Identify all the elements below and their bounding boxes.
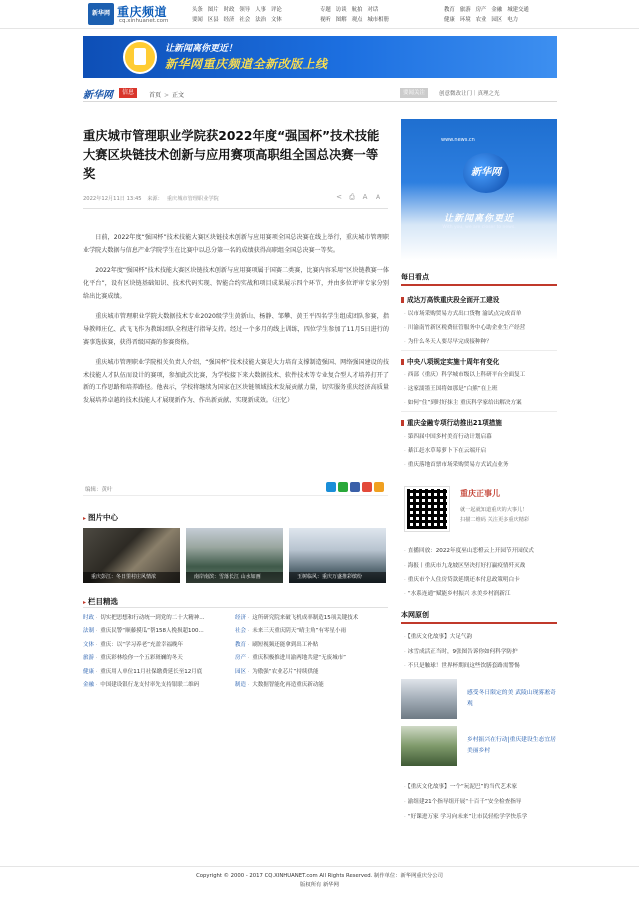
site-footer [0,866,639,905]
highlight-item[interactable]: · 为什么冬天人要尽早完成接种种？ [404,337,558,345]
news-link[interactable]: · 【重庆文化故事】大足气韵 [404,632,558,640]
nav-link[interactable]: 经济 [223,17,235,23]
news-link[interactable]: · 不只是触球！世界杯期间这些饮膳套路需警惕 [404,661,558,669]
xinhua-sidebar-ad[interactable] [401,119,557,260]
highlight-headline[interactable]: 成达万高铁重庆段全面开工建设 [401,294,499,304]
font-larger-icon[interactable]: A [362,193,368,201]
highlight-item[interactable]: · 西部（重庆）科学城市级以上科研平台全面复工 [404,370,558,378]
share-qq-icon[interactable] [350,482,360,492]
nav-row [192,15,287,25]
qr-caption: 扫描二维码 关注更多重庆精彩 [460,517,530,523]
news-link[interactable]: · “好课进万家 学习向未来”让市民轻松学学快乐学 [404,812,558,820]
xinhua-wordmark[interactable]: 新华网 [83,90,113,101]
card-thumbnail[interactable] [401,679,457,719]
font-smaller-icon[interactable]: A [375,194,381,201]
divider [83,607,388,608]
column-pick-item[interactable]: 时政 · 切实把思想和行动统一到党的二十大精神... [83,612,231,625]
ad-site-url: www.news.cn [441,137,475,143]
site-logo[interactable] [88,3,178,27]
highlight-item[interactable]: · 这家濡墨王国将如那是“白熊”在上班 [404,384,558,392]
banner-headline: 新华网重庆频道全新改版上线 [165,57,328,71]
nav-link[interactable]: 领导 [239,7,251,13]
article-editor [85,485,113,493]
nav-link[interactable]: 房产 [475,7,487,13]
picture-card[interactable] [186,528,283,583]
article-paragraph: 重庆城市管理职业学院大数据技术专业2020级学生黄新山、杨静、邹攀、黄王平四名学生组成团队参赛，指导教师庄亿、武飞飞作为教练团队全程进行指导支持。经过一个多月的线上训练，四位学生参加了11月5日进行的赛事选拔赛，获得晋级国赛的参赛资格。 [83,312,389,346]
article-date: 2022年12月11日 13:45 [83,196,142,202]
highlight-item[interactable]: · 重庆落地首票市场采购贸易方式试点业务 [404,460,558,468]
nav-link[interactable]: 法治 [255,17,266,23]
news-link[interactable]: · 直播回放：2022年度巫山恋橙云上开园节开园仪式 [404,546,558,554]
news-link[interactable]: · 冰雪成活正当时，9张图告诉你如何科学防护 [404,647,558,655]
column-pick-item[interactable]: 文体 · 重庆：以“学习养老”充盈幸福晚年 [83,639,231,652]
source-label: 来源： [147,196,163,202]
picture-center-heading: ▸ 图片中心 [83,512,118,523]
nav-link[interactable]: 图片 [207,7,219,13]
article-paragraph: 重庆城市管理职业学院相关负责人介绍，“强国杯”技术技能大赛是大力培育支撑制造强国、网络强国建设的技术技能人才队伍而设计的赛项，参加此次比赛，为学校接下来大数据技术、软件技术等专业复合型人才培养打开了新的工作思路和培养路径。他表示，学校将继续为国家在区块链领域技术发展贡献力量，切实服务重庆经济高质量发展培养卓越的技术技能人才展现新作为、作出新贡献、实现新成效。（汪忆） [83,358,389,405]
nav-group-media [320,5,394,25]
rights-owner: 版权所有 新华网 [300,882,339,888]
nav-link[interactable]: 城建交通 [507,7,529,13]
wechat-qr-code [405,487,449,531]
breadcrumb-separator: > [164,92,170,99]
editor-label: 编辑： [85,487,102,493]
card-title[interactable]: 感受冬日限定的美 武陵山现雾凇奇观 [467,690,556,707]
channel-url: cq.xinhuanet.com [119,18,169,24]
nav-row [320,5,394,15]
highlight-headline[interactable]: 中央八项规定实施十周年有变化 [401,356,499,366]
divider [83,208,388,209]
nav-link[interactable]: 头条 [192,7,203,13]
article-tools [331,192,389,202]
card-thumbnail[interactable] [401,726,457,766]
ad-slogan-en: With you, we are closer to news. [442,225,516,230]
nav-link[interactable]: 图解 [335,17,347,23]
column-pick-item[interactable]: 法制 · 重庆民警“顺藤摸瓜”帮158人挽损超100... [83,625,231,638]
nav-link[interactable]: 社会 [239,17,251,23]
picture-card[interactable] [83,528,180,583]
follow-headline[interactable]: 创意微改让门｜真理之光 [439,91,500,97]
ad-slogan: 让新闻离你更近 [443,214,514,224]
xinhua-logo-icon: 新华网 [88,3,114,25]
column-pick-item[interactable]: 金融 · 中国建设银行龙支付率先支持银联二维码 [83,679,231,692]
xinhua-globe-icon: 新华网 [463,153,509,193]
highlight-item[interactable]: · 川渝南竹新区税费征管服务中心助企业生产经营 [404,323,558,331]
copyright: Copyright © 2000 - 2017 CQ.XINHUANET.com All Rights Reserved. 制作单位：新华网重庆分公司 [196,873,443,879]
breadcrumb-current: 正文 [172,92,185,99]
nav-link[interactable]: 观点 [351,17,363,23]
nav-link[interactable]: 环境 [459,17,471,23]
column-pick-item[interactable]: 房产 · 重庆积极推进川渝两地共建“无废城市” [235,652,389,665]
picture-card[interactable] [289,528,386,583]
follow-tag: 要闻关注 [400,88,428,98]
news-link[interactable]: · 海报丨重庆市九龙坡区坚决打好打赢疫情歼灭战 [404,561,558,569]
megaphone-icon [123,40,157,74]
relaunch-banner[interactable] [83,36,557,78]
nav-link[interactable]: 时政 [223,7,235,13]
article-body [83,232,389,416]
highlight-headline[interactable]: 重庆金融专项行动推出21项措施 [401,417,502,427]
nav-link[interactable]: 航拍 [351,7,363,13]
divider [401,350,557,351]
nav-row [192,5,287,15]
column-pick-list [235,612,389,692]
article-paragraph: 2022年度“强国杯”技术技能大赛区块链技术创新与应用赛项属于国赛二类赛，比赛内容采用“区块链教赛一体化平台”，设有区块链基础知识、技术代码实现、智能合约实战和项目成果展示四个环节，并由多位评审专家分别给出比赛成绩。 [83,267,389,300]
nav-row [320,15,394,25]
breadcrumb [149,90,184,99]
breadcrumb-home[interactable]: 首页 [149,92,162,99]
nav-row [444,15,534,25]
article-source: 重庆城市管理职业学院 [166,196,219,202]
nav-link[interactable]: 农业 [475,17,487,23]
nav-link[interactable]: 评论 [270,7,282,13]
highlight-item[interactable]: · 如何“住”到时好抹主 重庆科学家给出解决方案 [404,398,558,406]
nav-link[interactable]: 专题 [320,7,331,13]
qr-caption: 就一起就知道重庆的大事儿！ [460,507,528,513]
column-pick-item[interactable]: 健康 · 重庆用人单位11月社保缴费延长至12月底 [83,666,231,679]
column-pick-item[interactable]: 教育 · 刷短视频还能拿到出工补贴 [235,639,389,652]
nav-link[interactable]: 城市相册 [367,17,389,23]
article-paragraph: 日前，2022年度“强国杯”技术技能大赛区块链技术创新与应用赛项全国总决赛在线上举行，重庆城市管理职业学院大数据与信息产业学院学生在比赛中以总分第一名的成绩获得高职组全国总决赛一等奖。 [83,234,389,254]
nav-link[interactable]: 园区 [491,17,503,23]
news-link[interactable]: · 渝组建21个指导组开展“十百千”安全检查指导 [404,797,558,805]
divider [401,411,557,412]
share-buttons [324,482,384,494]
highlight-item[interactable]: · 綦江赶水草莓萝卜下在云端开启 [404,446,558,454]
nav-link[interactable]: 金融 [491,7,503,13]
news-link[interactable]: · “水系连通”赋能乡村振兴 水美乡村润新江 [404,589,558,597]
column-pick-item[interactable]: 制造 · 大数据智能化再造重庆新动能 [235,679,389,692]
editor-name: 黄叶 [101,487,113,493]
news-link[interactable]: · 重庆市个人住房贷款延期还本付息政策明白卡 [404,575,558,583]
picture-caption: 玉树临风：重庆万盛推彩缤纷 [289,572,386,583]
nav-link[interactable]: 电力 [507,17,518,23]
nav-link[interactable]: 旅游 [459,7,471,13]
breadcrumb-bar [83,86,557,102]
share-weibo-icon[interactable] [362,482,372,492]
highlight-item[interactable]: · 以市场采购贸易方式出口货物 渝试点完成首单 [404,309,558,317]
highlight-item[interactable]: · 第四届中国多村美育行动计划启幕 [404,432,558,440]
daily-highlights-heading: 每日看点 [401,272,557,286]
nav-link[interactable]: 要闻 [192,17,203,23]
column-pick-item[interactable]: 社会 · 未来三天重庆阴天“晴主角”有零星小雨 [235,625,389,638]
picture-caption: 重庆彭江：冬日里村庄风情浓 [83,572,180,583]
nav-link[interactable]: 文体 [270,17,282,23]
original-heading: 本网原创 [401,610,557,624]
card-title[interactable]: 乡村振兴在行动|重庆建设生态宜居美丽乡村 [467,737,556,754]
nav-link[interactable]: 人事 [255,7,266,13]
section-badge: 信息 [119,88,137,98]
site-header [0,0,639,29]
nav-link[interactable]: 对话 [367,7,379,13]
nav-link[interactable]: 区县 [207,17,219,23]
column-picks-heading: ▸ 栏目精选 [83,596,118,607]
nav-link[interactable]: 教育 [444,7,455,13]
nav-link[interactable]: 访谈 [335,7,347,13]
channel-title: 重庆频道 [117,5,168,19]
column-pick-item[interactable]: 旅游 · 重庆彩林绘你一个五彩斑斓的冬天 [83,652,231,665]
nav-link[interactable]: 健康 [444,17,455,23]
column-pick-item[interactable]: 园区 · 为傲强“农业芯片”持续供能 [235,666,389,679]
share-icon[interactable]: < [336,193,342,201]
article-title: 重庆城市管理职业学院获2022年度“强国杯”技术技能大赛区块链技术创新与应用赛项高职组全国总决赛一等奖 [83,129,380,181]
news-link[interactable]: · 【重庆文化故事】一个“玩泥巴”的当代艺术家 [404,782,558,790]
nav-row [444,5,534,15]
share-wechat-icon[interactable] [338,482,348,492]
nav-link[interactable]: 视听 [320,17,331,23]
nav-group-life [444,5,534,25]
column-pick-list [83,612,231,692]
nav-group-news [192,5,287,25]
editor-bar [83,482,388,496]
qr-title: 重庆正事儿 [460,489,500,498]
share-favorite-icon[interactable] [374,482,384,492]
banner-slogan: 让新闻离你更近！ [165,44,238,54]
share-qzone-icon[interactable] [326,482,336,492]
picture-caption: 南岸南滨：雪落长江 山水如画 [186,572,283,583]
print-icon[interactable]: ⎙ [349,193,355,201]
column-pick-item[interactable]: 经济 · 这所研究院来破飞机成率制造15项关键技术 [235,612,389,625]
article-meta [83,195,223,202]
